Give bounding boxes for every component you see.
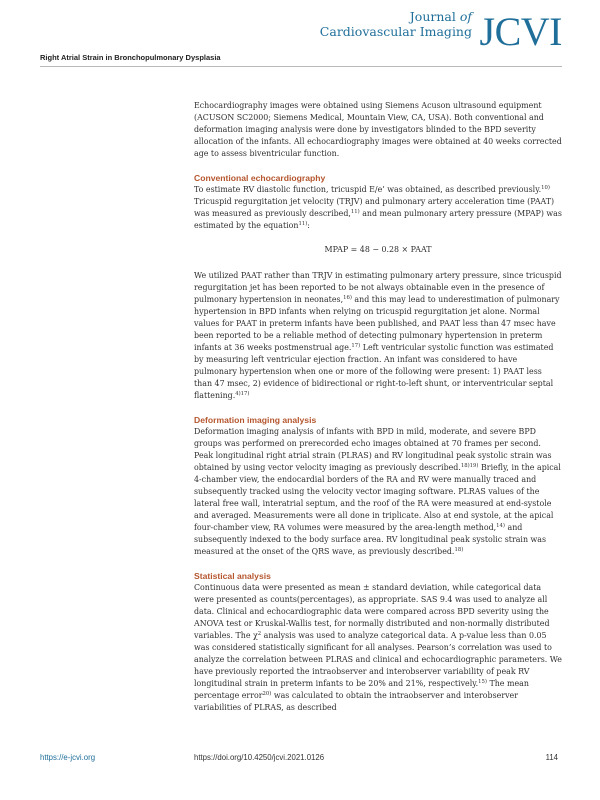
paragraph-statistical: Continuous data were presented as mean ± standard deviation, while categorical data were presented as counts(percentages), as appropriate. SAS 9.4 was used to analyze all data. Clinical and echocardiographic data were compared across BPD severity using the ANOVA test or Kruskal-Wallis test, for normally distributed and non-normally distributed variables. The χ$^2$ analysis was used to analyze categorical data. A p-value less than 0.05 was considered statistically significant for all analyses. Pearson’s correlation was used to analyze the correlation between PLRAS and clinical and echocardiographic parameters. We have previously reported the intraobserver and interobserver variability of peak RV longitudinal strain in preterm infants to be 20% and 21%, respectively.$^{15)}$ The mean percentage error$^{20)}$ was calculated to obtain the intraobserver and interobserver variabilities of PLRAS, as described (194, 583, 562, 712)
journal-name (320, 9, 472, 39)
citation: 4)17) (235, 391, 250, 397)
citation: 11) (350, 209, 360, 215)
citation: 16) (343, 295, 352, 301)
running-title: Right Atrial Strain in Bronchopulmonary Dysplasia (40, 53, 221, 62)
mpap-equation: MPAP = 48 − 0.28 × PAAT (324, 245, 432, 254)
citation: 17) (351, 343, 361, 349)
page-number: 114 (545, 753, 558, 762)
paragraph-intro: Echocardiography images were obtained using Siemens Acuson ultrasound equipment (ACUSON SC2000; Siemens Medical, Mountain View, CA, USA). Both conventional and deformation imaging analysis were done by investigators blinded to the BPD severity allocation of the infants. All echocardiography images were obtained at 40 weeks corrected age to assess biventricular function. (194, 101, 562, 158)
heading-deformation-imaging-analysis: Deformation imaging analysis (194, 415, 317, 425)
journal-site-link[interactable]: https://e-jcvi.org (40, 753, 96, 762)
citation: 15) (478, 679, 487, 685)
doi-link[interactable]: https://doi.org/10.4250/jcvi.2021.0126 (194, 753, 325, 762)
heading-conventional-echocardiography: Conventional echocardiography (194, 173, 326, 183)
citation: 18) (454, 547, 464, 553)
article-body (194, 100, 562, 726)
citation: 14) (496, 523, 505, 529)
header-divider (40, 66, 562, 67)
paragraph-conventional-2: We utilized PAAT rather than TRJV in estimating pulmonary artery pressure, since tricuspid regurgitation jet has been reported to be not always obtainable even in the presence of pulmonary hypertension in neonates,$^{16)}$ and this may lead to underestimation of pulmonary hypertension in BPD infants when relying on tricuspid regurgitation jet alone. Normal values for PAAT in preterm infants have been published, and PAAT less than 47 msec have been reported to be a reliable method of detecting pulmonary hypertension in preterm infants at 36 weeks postmenstrual age.$^{17)}$ Left ventricular systolic function was estimated by measuring left ventricular ejection fraction. An infant was considered to have pulmonary hypertension when one or more of the following were present: 1) PAAT less than 47 msec, 2) evidence of bidirectional or right-to-left shunt, or interventricular septal flattening.$^{4)17)}$ (194, 271, 562, 400)
paragraph-deformation: Deformation imaging analysis of infants with BPD in mild, moderate, and severe BPD groups was performed on prerecorded echo images obtained at 70 frames per second. Peak longitudinal right atrial strain (PLRAS) and RV longitudinal peak systolic strain was obtained by using vector velocity imaging as previously described.$^{18)19)}$ Briefly, in the apical 4-chamber view, the endocardial borders of the RA and RV were manually traced and subsequently tracked using the velocity vector imaging software. PLRAS values of the lateral free wall, interatrial septum, and the roof of the RA were measured at end-systole and averaged. Measurements were all done in triplicate. Also at end systole, at the apical four-chamber view, RA volumes were measured by the area-length method,$^{14)}$ and subsequently indexed to the body surface area. RV longitudinal peak systolic strain was measured at the onset of the QRS wave, as previously described.$^{18)}$ (194, 427, 561, 556)
journal-logo: JCVI (479, 9, 562, 54)
journal-name-line1: Journal of (409, 9, 472, 24)
heading-statistical-analysis: Statistical analysis (194, 571, 271, 581)
citation: 20) (262, 691, 272, 697)
journal-name-line2: Cardiovascular Imaging (319, 24, 472, 39)
citation: 11) (298, 221, 308, 227)
citation: 10) (541, 185, 550, 191)
superscript: 2 (257, 631, 262, 637)
citation: 18)19) (460, 463, 479, 469)
paragraph-conventional-1: To estimate RV diastolic function, tricuspid E/e’ was obtained, as described previously.$^{10)}$ Tricuspid regurgitation jet velocity (TRJV) and pulmonary artery acceleration time (PAAT) was measured as previously described,$^{11)}$ and mean pulmonary artery pressure (MPAP) was estimated by the equation$^{11)}$: (194, 185, 562, 230)
